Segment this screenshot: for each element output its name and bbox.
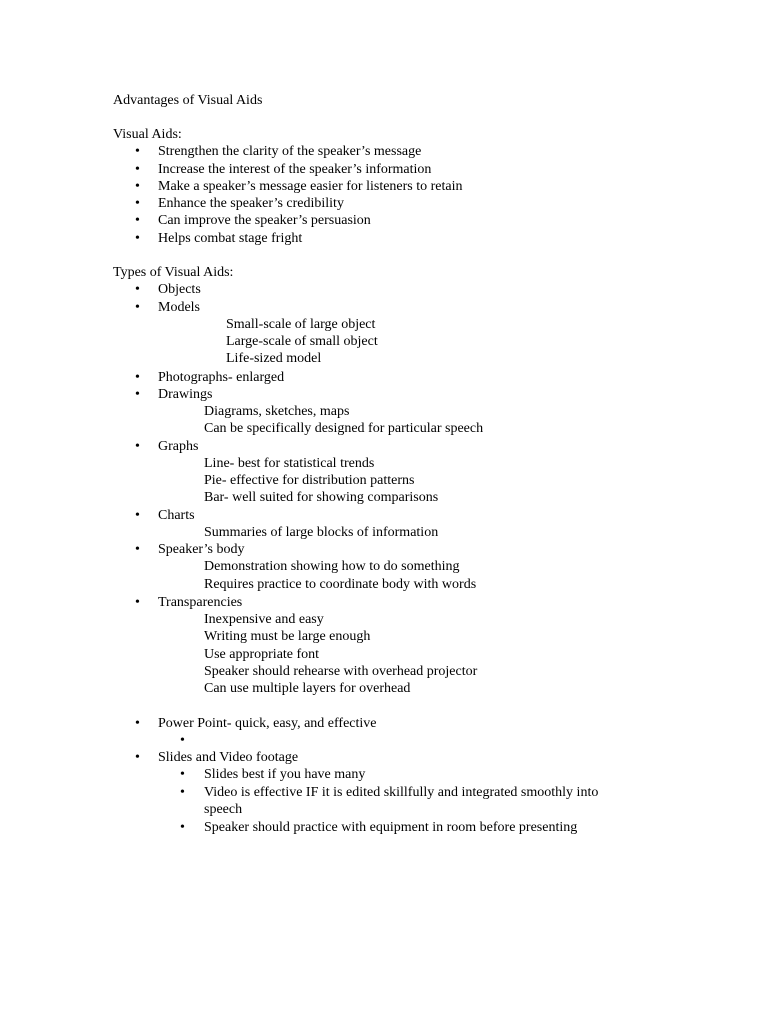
list-item-speakers-body: Speaker’s body xyxy=(158,542,245,557)
bullet-icon: • xyxy=(135,144,140,159)
list-item-power-point: Power Point- quick, easy, and effective xyxy=(158,716,377,731)
list-item-objects: Objects xyxy=(158,282,201,297)
sub-item: Large-scale of small object xyxy=(226,334,378,349)
bullet-icon: • xyxy=(135,300,140,315)
list-item-drawings: Drawings xyxy=(158,387,213,402)
list-item-charts: Charts xyxy=(158,508,195,523)
sub-item: Pie- effective for distribution patterns xyxy=(204,473,415,488)
bullet-icon: • xyxy=(135,387,140,402)
bullet-icon: • xyxy=(135,439,140,454)
sub-item: Requires practice to coordinate body with words xyxy=(204,577,477,592)
sub-item: Summaries of large blocks of information xyxy=(204,525,439,540)
sub-item: Inexpensive and easy xyxy=(204,612,324,627)
visual-aids-heading: Visual Aids: xyxy=(113,127,182,142)
list-item: Increase the interest of the speaker’s information xyxy=(158,162,432,177)
bullet-icon: • xyxy=(135,508,140,523)
bullet-icon: • xyxy=(135,542,140,557)
sub-item: Slides best if you have many xyxy=(204,767,366,782)
bullet-icon: • xyxy=(180,767,185,782)
bullet-icon: • xyxy=(135,282,140,297)
list-item-transparencies: Transparencies xyxy=(158,595,243,610)
sub-item: Diagrams, sketches, maps xyxy=(204,404,350,419)
types-heading: Types of Visual Aids: xyxy=(113,265,234,280)
sub-item: Line- best for statistical trends xyxy=(204,456,375,471)
bullet-icon: • xyxy=(135,179,140,194)
sub-item: Small-scale of large object xyxy=(226,317,376,332)
sub-item: Use appropriate font xyxy=(204,647,320,662)
list-item-models: Models xyxy=(158,300,200,315)
list-item: Helps combat stage fright xyxy=(158,231,303,246)
sub-item: Writing must be large enough xyxy=(204,629,371,644)
bullet-icon: • xyxy=(135,370,140,385)
list-item-photographs: Photographs- enlarged xyxy=(158,370,285,385)
list-item-graphs: Graphs xyxy=(158,439,199,454)
list-item: Enhance the speaker’s credibility xyxy=(158,196,344,211)
sub-item: Demonstration showing how to do something xyxy=(204,559,460,574)
bullet-icon: • xyxy=(135,716,140,731)
sub-item: Video is effective IF it is edited skillfully and integrated smoothly into xyxy=(204,785,599,800)
list-item: Strengthen the clarity of the speaker’s message xyxy=(158,144,422,159)
bullet-icon: • xyxy=(135,750,140,765)
bullet-icon: • xyxy=(180,785,185,800)
sub-item: Can use multiple layers for overhead xyxy=(204,681,411,696)
list-item: Make a speaker’s message easier for listeners to retain xyxy=(158,179,463,194)
bullet-icon: • xyxy=(135,213,140,228)
bullet-icon: • xyxy=(135,196,140,211)
sub-item-continuation: speech xyxy=(204,802,243,817)
list-item: Can improve the speaker’s persuasion xyxy=(158,213,371,228)
sub-item: Speaker should rehearse with overhead projector xyxy=(204,664,478,679)
sub-item: Life-sized model xyxy=(226,351,322,366)
document-title: Advantages of Visual Aids xyxy=(113,93,263,108)
sub-item: Can be specifically designed for particular speech xyxy=(204,421,484,436)
list-item-slides-video: Slides and Video footage xyxy=(158,750,299,765)
bullet-icon: • xyxy=(135,162,140,177)
bullet-icon: • xyxy=(180,820,185,835)
sub-item: Bar- well suited for showing comparisons xyxy=(204,490,439,505)
bullet-icon: • xyxy=(180,733,185,748)
sub-item: Speaker should practice with equipment in room before presenting xyxy=(204,820,578,835)
bullet-icon: • xyxy=(135,595,140,610)
bullet-icon: • xyxy=(135,231,140,246)
